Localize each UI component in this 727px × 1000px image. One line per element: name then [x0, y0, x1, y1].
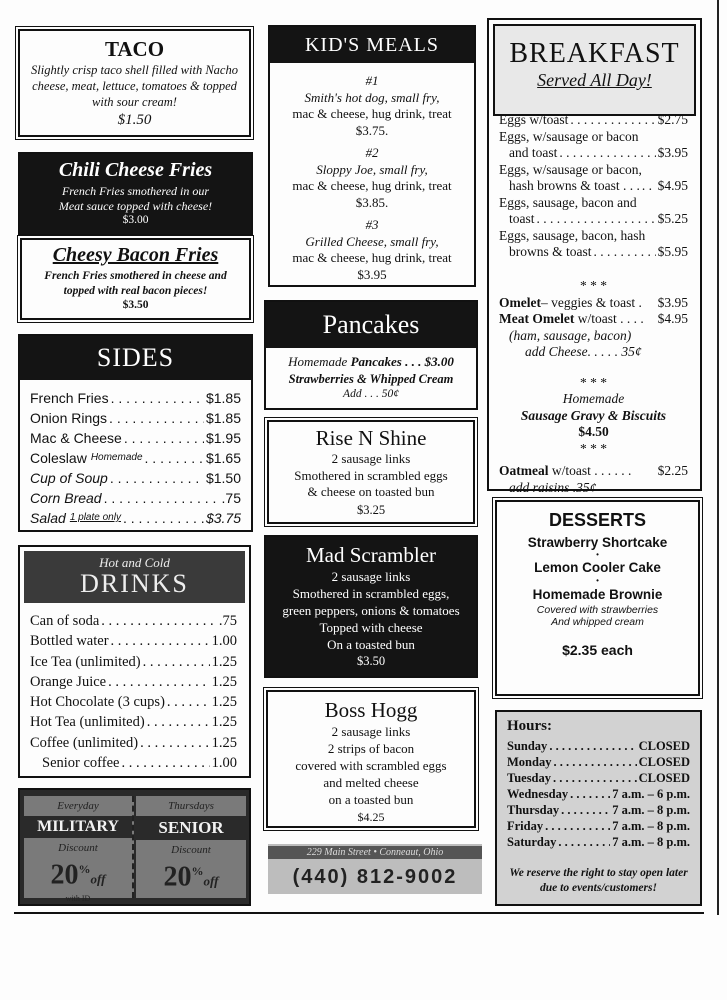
drinks-box	[18, 545, 251, 778]
leader-dots	[642, 178, 656, 195]
sides-item	[30, 388, 241, 408]
rise-line: & cheese on toasted bun	[307, 484, 435, 499]
mad-line: 2 sausage links	[331, 569, 411, 584]
breakfast-item-price: $5.95	[657, 244, 688, 259]
sides-item-price: $1.85	[205, 410, 241, 426]
breakfast-subtitle: Served All Day!	[537, 70, 652, 90]
gravy-price: $4.50	[578, 424, 609, 439]
military-fine: with ID	[65, 894, 91, 904]
sides-item-price: $1.85	[205, 390, 241, 406]
drinks-item	[30, 672, 237, 692]
boss-lines	[268, 723, 474, 808]
hours-time: 7 a.m. – 8 p.m.	[612, 803, 690, 817]
breakfast-item-price: $4.95	[657, 178, 688, 193]
leader-dots	[558, 834, 610, 850]
leader-dots	[109, 408, 204, 428]
hours-title: Hours:	[507, 718, 552, 734]
hours-row	[507, 770, 690, 786]
pancakes-line1	[266, 354, 476, 370]
breakfast-item-line2: toast	[509, 211, 535, 226]
hours-row	[507, 818, 690, 834]
sides-item-name: Mac & Cheese	[30, 430, 122, 446]
meat-omelet-row	[499, 311, 688, 328]
hours-day: Thursday	[507, 803, 560, 817]
boss-price: $4.25	[357, 810, 385, 824]
leader-dots	[147, 712, 210, 732]
gravy-pre: Homemade	[562, 391, 625, 406]
pancakes-title: Pancakes	[322, 310, 420, 339]
drinks-item	[30, 692, 237, 712]
breakfast-item-line1: Eggs w/toast	[499, 112, 569, 127]
drinks-item	[30, 733, 237, 753]
leader-dots	[553, 754, 636, 770]
hours-row	[507, 738, 690, 754]
sides-item	[30, 488, 241, 508]
breakfast-item-line2: hash browns & toast . . .	[509, 178, 640, 193]
breakfast-item	[499, 112, 688, 129]
drinks-item-price: 1.25	[211, 734, 237, 751]
breakfast-item	[499, 178, 688, 195]
sides-item-price: $1.50	[205, 470, 241, 486]
stars-1: * * *	[580, 278, 607, 293]
desserts-title: DESSERTS	[548, 510, 647, 530]
drinks-item-name: Hot Tea (unlimited)	[30, 714, 145, 731]
mad-line: Smothered in scrambled eggs,	[292, 586, 450, 601]
kids-list	[272, 67, 472, 283]
breakfast-item-line2: and toast	[509, 145, 558, 160]
leader-dots	[145, 448, 204, 468]
military-pct: 20	[50, 859, 79, 891]
drinks-item-name: Can of soda	[30, 613, 100, 629]
kids-meal-price: $3.95	[357, 266, 387, 282]
oatmeal-desc: w/toast . . . . . .	[551, 463, 632, 478]
sides-item-name: French Fries	[30, 390, 109, 406]
breakfast-header	[493, 24, 696, 116]
kids-meal-number: #1	[365, 73, 379, 88]
pancakes-pre: Homemade	[288, 354, 348, 369]
bacon-fries-price: $3.50	[122, 299, 149, 311]
military-word: Discount	[58, 842, 98, 854]
mad-line: Topped with cheese	[319, 620, 423, 635]
left-divider-line	[14, 912, 704, 914]
boss-hogg-box	[266, 690, 476, 828]
hours-day: Saturday	[507, 835, 557, 849]
dessert-bullet-1: •	[596, 550, 599, 559]
hours-list	[507, 738, 690, 850]
breakfast-item-line1: Eggs, sausage, bacon and	[499, 194, 637, 210]
hours-row	[507, 802, 690, 818]
drinks-item-price: 1.00	[211, 755, 237, 772]
pancakes-header	[266, 302, 476, 348]
breakfast-item	[499, 211, 688, 228]
omelet-price: $3.95	[657, 294, 688, 310]
leader-dots	[104, 488, 220, 508]
hours-time: CLOSED	[638, 739, 690, 753]
bacon-fries-box	[20, 238, 251, 320]
leader-dots	[124, 428, 204, 448]
drinks-title: DRINKS	[80, 569, 189, 598]
kids-meal-price: $3.75.	[355, 122, 389, 138]
rise-title: Rise N Shine	[315, 426, 427, 450]
drinks-item	[30, 753, 237, 773]
pancakes-name: Pancakes . . .	[350, 354, 422, 369]
kids-meal	[272, 73, 472, 139]
taco-title: TACO	[104, 37, 165, 61]
senior-word: Discount	[171, 844, 211, 856]
sides-item-price: $1.65	[205, 450, 241, 466]
dessert-3: Homemade Brownie	[532, 587, 663, 602]
sides-item-price: $3.75	[205, 510, 241, 526]
breakfast-item-line1: Eggs, sausage, bacon, hash	[499, 227, 646, 243]
sides-box	[18, 334, 253, 532]
leader-dots	[570, 112, 655, 129]
boss-line: 2 sausage links	[331, 724, 411, 739]
drinks-item-price: 1.25	[211, 653, 237, 670]
drinks-item	[30, 712, 237, 732]
breakfast-list	[499, 112, 688, 261]
kids-meal-line1: Smith's hot dog, small fry,	[304, 89, 440, 105]
leader-dots	[110, 468, 204, 488]
rise-lines	[269, 451, 473, 501]
kids-meals-box	[268, 25, 476, 287]
leader-dots	[549, 738, 636, 754]
mad-lines	[266, 568, 476, 653]
kids-meal-number: #2	[365, 145, 379, 160]
bacon-fries-title: Cheesy Bacon Fries	[52, 244, 219, 266]
breakfast-title: BREAKFAST	[509, 38, 680, 69]
kids-header	[270, 27, 474, 63]
sides-item-name: Cup of Soup	[30, 470, 108, 486]
hours-day: Tuesday	[507, 771, 552, 785]
breakfast-item-line2: browns & toast	[509, 244, 592, 259]
kids-meal-price: $3.85.	[355, 194, 389, 210]
sides-item	[30, 448, 241, 468]
breakfast-item-price: $5.25	[657, 211, 688, 226]
drinks-subtitle: Hot and Cold	[99, 555, 170, 570]
sides-item-price: $1.95	[205, 430, 241, 446]
drinks-item-price: 1.00	[211, 633, 237, 650]
sides-item-name: Onion Rings	[30, 410, 108, 426]
drinks-item	[30, 652, 237, 672]
sides-item-note: 1 plate only	[69, 512, 121, 523]
chili-fries-price: $3.00	[122, 214, 149, 226]
leader-dots	[111, 631, 210, 651]
taco-box	[18, 29, 251, 137]
dessert-note-1: Covered with strawberries	[536, 604, 659, 616]
mad-price: $3.50	[356, 654, 386, 668]
drinks-item-name: Senior coffee	[42, 755, 120, 772]
omelet-name: Omelet	[499, 294, 541, 310]
senior-off: off	[203, 873, 219, 889]
boss-line: covered with scrambled eggs	[295, 758, 447, 773]
hours-time: 7 a.m. – 6 p.m.	[612, 787, 690, 801]
kids-title: KID'S MEALS	[304, 34, 440, 56]
gravy-name: Sausage Gravy & Biscuits	[520, 407, 667, 423]
leader-dots	[140, 733, 210, 753]
drinks-item-name: Ice Tea (unlimited)	[30, 653, 141, 670]
hours-time: CLOSED	[638, 755, 690, 769]
senior-percent: 20%off	[163, 861, 219, 893]
boss-line: and melted cheese	[323, 775, 419, 790]
kids-meal-line1: Grilled Cheese, small fry,	[305, 233, 439, 249]
kids-meal-line2: mac & cheese, hug drink, treat	[292, 250, 452, 265]
dessert-price: $2.35 each	[562, 642, 633, 658]
hours-day: Friday	[507, 819, 544, 833]
mad-title: Mad Scrambler	[305, 543, 437, 567]
desserts-box	[495, 500, 700, 696]
oatmeal-row	[499, 463, 688, 480]
breakfast-item-price: $2.75	[657, 112, 688, 127]
leader-dots	[123, 508, 204, 528]
hours-box	[495, 710, 702, 906]
hours-row	[507, 754, 690, 770]
stars-3: * * *	[580, 440, 607, 456]
breakfast-item-price: $3.95	[657, 145, 688, 160]
kids-meal	[272, 217, 472, 283]
rise-n-shine-box	[267, 420, 475, 524]
pancakes-price: $3.00	[424, 354, 454, 369]
kids-meal-line1: Sloppy Joe, small fry,	[316, 161, 428, 177]
oatmeal-price: $2.25	[657, 463, 688, 478]
taco-price: $1.50	[117, 112, 152, 128]
military-off: off	[90, 871, 106, 887]
sides-item	[30, 508, 241, 528]
hours-time: 7 a.m. – 8 p.m.	[612, 819, 690, 833]
drinks-item-name: Orange Juice	[30, 673, 107, 690]
pancakes-box	[264, 300, 478, 410]
pancakes-addon: Add . . . 50¢	[343, 388, 399, 400]
leader-dots	[108, 672, 210, 692]
leader-dots	[167, 692, 210, 712]
sides-list	[30, 388, 241, 528]
sides-header	[20, 336, 251, 380]
meat-omelet-note: (ham, sausage, bacon)	[509, 327, 632, 343]
mad-line: On a toasted bun	[327, 637, 415, 652]
sides-item	[30, 468, 241, 488]
sides-item-price: .75	[221, 490, 241, 506]
drinks-item-name: Hot Chocolate (3 cups)	[30, 694, 165, 711]
rise-line: Smothered in scrambled eggs	[294, 467, 448, 483]
bacon-fries-description: French Fries smothered in cheese and topped with real bacon pieces!	[44, 270, 227, 297]
sides-item-name: Salad	[30, 510, 66, 526]
sides-title: SIDES	[96, 343, 175, 372]
boss-title: Boss Hogg	[324, 698, 418, 722]
dessert-1: Strawberry Shortcake	[527, 535, 668, 550]
dessert-note-2: And whipped cream	[551, 616, 644, 628]
kids-meal-number: #3	[365, 217, 379, 232]
leader-dots	[553, 770, 637, 786]
drinks-item-name: Coffee (unlimited)	[30, 734, 139, 751]
mad-line: green peppers, onions & tomatoes	[282, 603, 460, 618]
stars-2: * * *	[580, 374, 607, 390]
kids-meal	[272, 145, 472, 211]
leader-dots	[101, 611, 217, 631]
contact-banner	[268, 844, 482, 894]
leader-dots	[121, 753, 209, 773]
leader-dots	[570, 786, 610, 802]
senior-day: Thursdays	[168, 800, 214, 812]
drinks-item-price: 1.25	[211, 673, 237, 690]
chili-fries-title: Chili Cheese Fries	[58, 159, 213, 181]
sides-item	[30, 408, 241, 428]
meat-omelet-price: $4.95	[657, 311, 688, 326]
breakfast-item-line1: Eggs, w/sausage or bacon	[499, 128, 639, 144]
omelet-desc: – veggies & toast .	[540, 294, 642, 310]
drinks-item-price: .75	[218, 613, 237, 629]
pancakes-topping: Strawberries & Whipped Cream	[288, 372, 454, 386]
rise-price: $3.25	[356, 502, 386, 517]
breakfast-item-line1: Eggs, w/sausage or bacon,	[499, 161, 642, 177]
drinks-item	[30, 611, 237, 631]
rise-line: 2 sausage links	[331, 451, 411, 466]
breakfast-extras	[499, 278, 688, 496]
senior-pct: 20	[163, 861, 192, 893]
drinks-item	[30, 631, 237, 651]
hours-note: We reserve the right to stay open later due to events/customers!	[509, 867, 688, 894]
leader-dots	[143, 652, 210, 672]
hours-day: Wednesday	[507, 787, 569, 801]
contact-address: 229 Main Street • Conneaut, Ohio	[268, 846, 482, 859]
add-cheese: add Cheese. . . . . 35¢	[525, 344, 642, 359]
oatmeal-name: Oatmeal	[499, 463, 549, 478]
chili-fries-description: French Fries smothered in our Meat sauce topped with cheese!	[58, 184, 213, 213]
breakfast-item	[499, 244, 688, 261]
senior-label: SENIOR	[136, 816, 246, 840]
hours-time: 7 a.m. – 8 p.m.	[612, 835, 690, 849]
page-right-border	[717, 0, 719, 915]
sides-item-name: Corn Bread	[30, 490, 102, 506]
chili-fries-box	[18, 152, 253, 236]
mad-scrambler-box	[264, 535, 478, 678]
breakfast-box	[487, 18, 702, 495]
leader-dots	[594, 244, 656, 261]
military-coupon	[24, 796, 134, 904]
boss-line: on a toasted bun	[328, 792, 414, 807]
leader-dots	[559, 145, 655, 162]
omelet-row	[499, 295, 688, 312]
senior-coupon	[136, 796, 246, 898]
dessert-2: Lemon Cooler Cake	[534, 560, 661, 575]
drinks-header	[24, 551, 245, 603]
military-day: Everyday	[57, 800, 99, 812]
hours-day: Monday	[507, 755, 552, 769]
kids-meal-line2: mac & cheese, hug drink, treat	[292, 106, 452, 121]
hours-row	[507, 834, 690, 850]
leader-dots	[111, 388, 204, 408]
drinks-item-name: Bottled water	[30, 633, 109, 650]
hours-time: CLOSED	[638, 771, 690, 785]
contact-phone: (440) 812-9002	[292, 866, 458, 888]
sides-item	[30, 428, 241, 448]
discounts-box	[18, 788, 251, 906]
meat-omelet-desc: w/toast . . . .	[577, 311, 644, 326]
drinks-item-price: 1.25	[211, 694, 237, 711]
leader-dots	[561, 802, 610, 818]
add-raisins: add raisins .35¢	[509, 479, 597, 495]
hours-row	[507, 786, 690, 802]
military-label: MILITARY	[24, 816, 132, 838]
kids-meal-line2: mac & cheese, hug drink, treat	[292, 178, 452, 193]
sides-item-note: Homemade	[90, 452, 143, 463]
taco-description: Slightly crisp taco shell filled with Nacho cheese, meat, lettuce, tomatoes & topped with sour cream!	[31, 63, 238, 109]
drinks-item-price: 1.25	[211, 714, 237, 731]
sides-item-name: Coleslaw	[30, 450, 87, 466]
breakfast-item	[499, 145, 688, 162]
military-percent: 20%off	[50, 859, 106, 891]
leader-dots	[537, 211, 656, 228]
boss-line: 2 strips of bacon	[327, 741, 415, 756]
hours-day: Sunday	[507, 739, 548, 753]
dessert-bullet-2: •	[596, 576, 599, 585]
leader-dots	[545, 818, 610, 834]
meat-omelet-name: Meat Omelet	[499, 311, 575, 326]
drinks-list	[30, 611, 237, 773]
